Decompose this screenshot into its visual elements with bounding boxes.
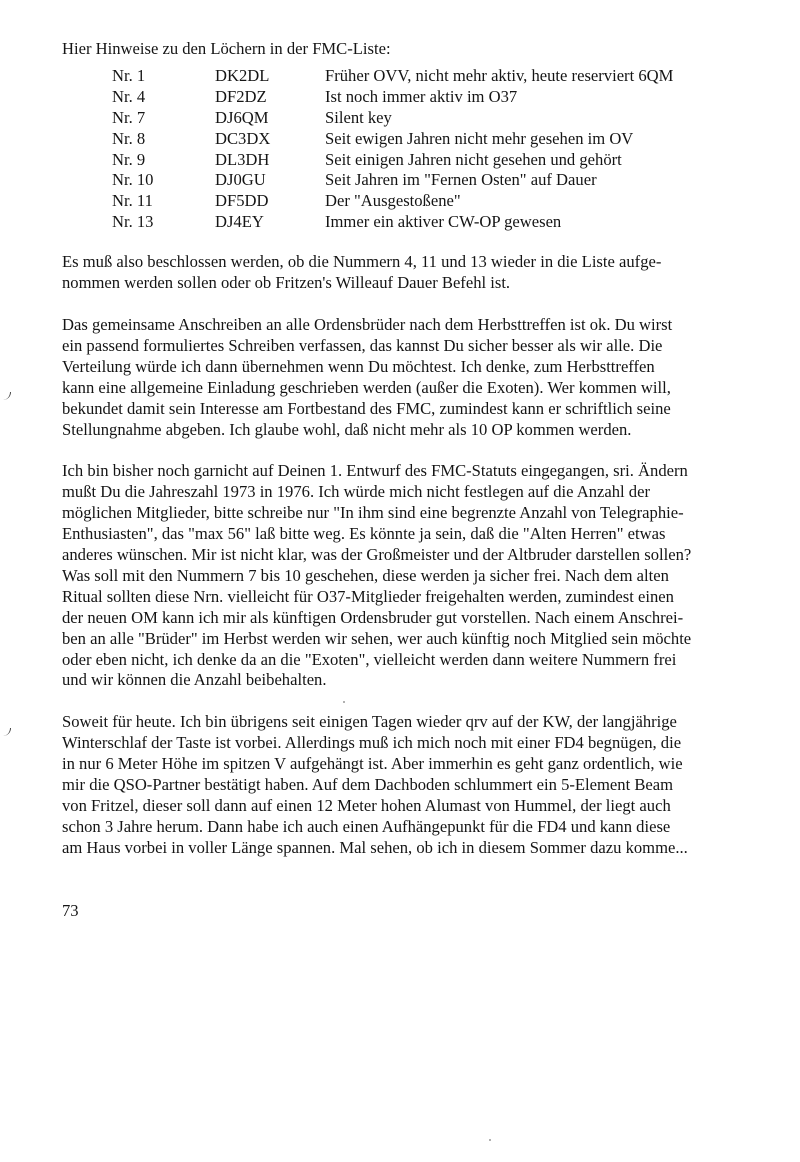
scan-mark [0, 392, 11, 400]
text-line: in nur 6 Meter Höhe im spitzen V aufgehängt ist. Aber immerhin es geht ganz ordentlich, wie [62, 754, 683, 774]
scan-mark [0, 728, 11, 736]
text-line: der neuen OM kann ich mir als künftigen Ordensbruder gut vorstellen. Nach einem Anschrei- [62, 607, 684, 627]
callsign: DJ6QM [215, 107, 269, 127]
text-line: Was soll mit den Nummern 7 bis 10 geschehen, diese werden ja sicher frei. Nach dem alten [62, 565, 669, 585]
letter-page [62, 39, 762, 859]
text-line: Das gemeinsame Anschreiben an alle Ordensbrüder nach dem Herbsttreffen ist ok. Du wirst [62, 314, 673, 334]
text-line: von Fritzel, dieser soll dann auf einen 12 Meter hohen Alumast von Hummel, der liegt auch [62, 796, 671, 815]
callsign: DL3DH [215, 149, 270, 169]
member-note: Seit ewigen Jahren nicht mehr gesehen im OV [325, 128, 634, 148]
text-line: schon 3 Jahre herum. Dann habe ich auch einen Aufhängepunkt für die FD4 und kann diese [62, 816, 671, 836]
text-line: ben an alle "Brüder" im Herbst werden wir sehen, wer auch künftig noch Mitglied sein möchte [62, 628, 692, 648]
text-line: mußt Du die Jahreszahl 1973 in 1976. Ich würde mich nicht festlegen auf die Anzahl der [62, 482, 650, 502]
text-line: Ritual sollten diese Nrn. vielleicht für O37-Mitglieder freigehalten werden, zumindest einen [62, 586, 674, 606]
paragraph-statutes [62, 461, 762, 691]
callsign: DJ0GU [215, 170, 266, 190]
text-line: kann eine allgemeine Einladung geschrieben werden (außer die Exoten). Wer kommen will, [62, 377, 671, 397]
callsign: DF2DZ [215, 86, 267, 106]
text-line: Ich bin bisher noch garnicht auf Deinen 1. Entwurf des FMC-Statuts eingegangen, sri. Ändern [62, 461, 688, 481]
text-line: Winterschlaf der Taste ist vorbei. Allerdings muß ich mich noch mit einer FD4 begnügen, die [62, 733, 682, 753]
table-row [112, 129, 673, 150]
text-line: am Haus vorbei in voller Länge spannen. Mal sehen, ob ich in diesem Sommer dazu komme... [62, 837, 688, 857]
scan-speck [489, 1139, 491, 1141]
paragraph-autumn-meeting [62, 315, 762, 440]
member-number: Nr. 10 [112, 170, 154, 190]
member-note: Seit einigen Jahren nicht gesehen und gehört [325, 149, 622, 169]
member-number: Nr. 1 [112, 65, 146, 85]
text-line: anderes wünschen. Mir ist nicht klar, was der Großmeister und der Altbruder darstellen sollen? [62, 545, 692, 565]
callsign: DF5DD [215, 191, 269, 211]
scan-speck [343, 701, 345, 703]
text-line: mir die QSO-Partner bestätigt haben. Auf dem Dachboden schlummert ein 5-Element Beam [62, 775, 674, 795]
fmc-holes-table [112, 66, 673, 233]
table-row [112, 66, 673, 87]
table-row [112, 150, 673, 171]
member-number: Nr. 7 [112, 107, 146, 127]
table-row [112, 212, 673, 233]
member-note: Immer ein aktiver CW-OP gewesen [325, 212, 562, 232]
member-note: Der "Ausgestoßene" [325, 191, 461, 211]
text-line: oder eben nicht, ich denke da an die "Exoten", vielleicht werden dann weitere Nummern frei [62, 649, 677, 669]
text-line: Enthusiasten", das "max 56" laß bitte weg. Es könnte ja sein, daß die "Alten Herren" etwas [62, 524, 666, 544]
member-number: Nr. 8 [112, 128, 146, 148]
paragraph-closing [62, 712, 762, 858]
text-line: Es muß also beschlossen werden, ob die Nummern 4, 11 und 13 wieder in die Liste aufge- [62, 252, 662, 272]
text-line: Verteilung würde ich dann übernehmen wenn Du möchtest. Ich denke, zum Herbsttreffen [62, 356, 655, 376]
text-line: nommen werden sollen oder ob Fritzen's Willeauf Dauer Befehl ist. [62, 273, 511, 293]
text-line: bekundet damit sein Interesse am Fortbestand des FMC, zumindest kann er schriftlich seine [62, 398, 671, 418]
callsign: DC3DX [215, 128, 271, 148]
table-row [112, 87, 673, 108]
intro-line: Hier Hinweise zu den Löchern in der FMC-Liste: [62, 39, 391, 58]
page-number: 73 [62, 901, 79, 920]
text-line: möglichen Mitglieder, bitte schreibe nur "In ihm sind eine begrenzte Anzahl von Telegraphie- [62, 503, 684, 523]
member-number: Nr. 11 [112, 191, 153, 211]
text-line: ein passend formuliertes Schreiben verfassen, das kannst Du sicher besser als wir alle. Die [62, 335, 663, 355]
callsign: DJ4EY [215, 212, 264, 232]
member-number: Nr. 4 [112, 86, 146, 106]
member-number: Nr. 13 [112, 212, 154, 232]
text-line: und wir können die Anzahl beibehalten. [62, 670, 327, 690]
callsign: DK2DL [215, 65, 270, 85]
table-row [112, 191, 673, 212]
text-line: Stellungnahme abgeben. Ich glaube wohl, daß nicht mehr als 10 OP kommen werden. [62, 419, 632, 439]
paragraph-list-decision [62, 252, 762, 294]
table-row [112, 108, 673, 129]
text-line: Soweit für heute. Ich bin übrigens seit einigen Tagen wieder qrv auf der KW, der langjährige [62, 712, 677, 732]
table-row [112, 170, 673, 191]
member-note: Seit Jahren im "Fernen Osten" auf Dauer [325, 170, 597, 190]
member-note: Ist noch immer aktiv im O37 [325, 86, 518, 106]
member-note: Früher OVV, nicht mehr aktiv, heute reserviert 6QM [325, 65, 674, 85]
member-note: Silent key [325, 107, 392, 127]
member-number: Nr. 9 [112, 149, 146, 169]
